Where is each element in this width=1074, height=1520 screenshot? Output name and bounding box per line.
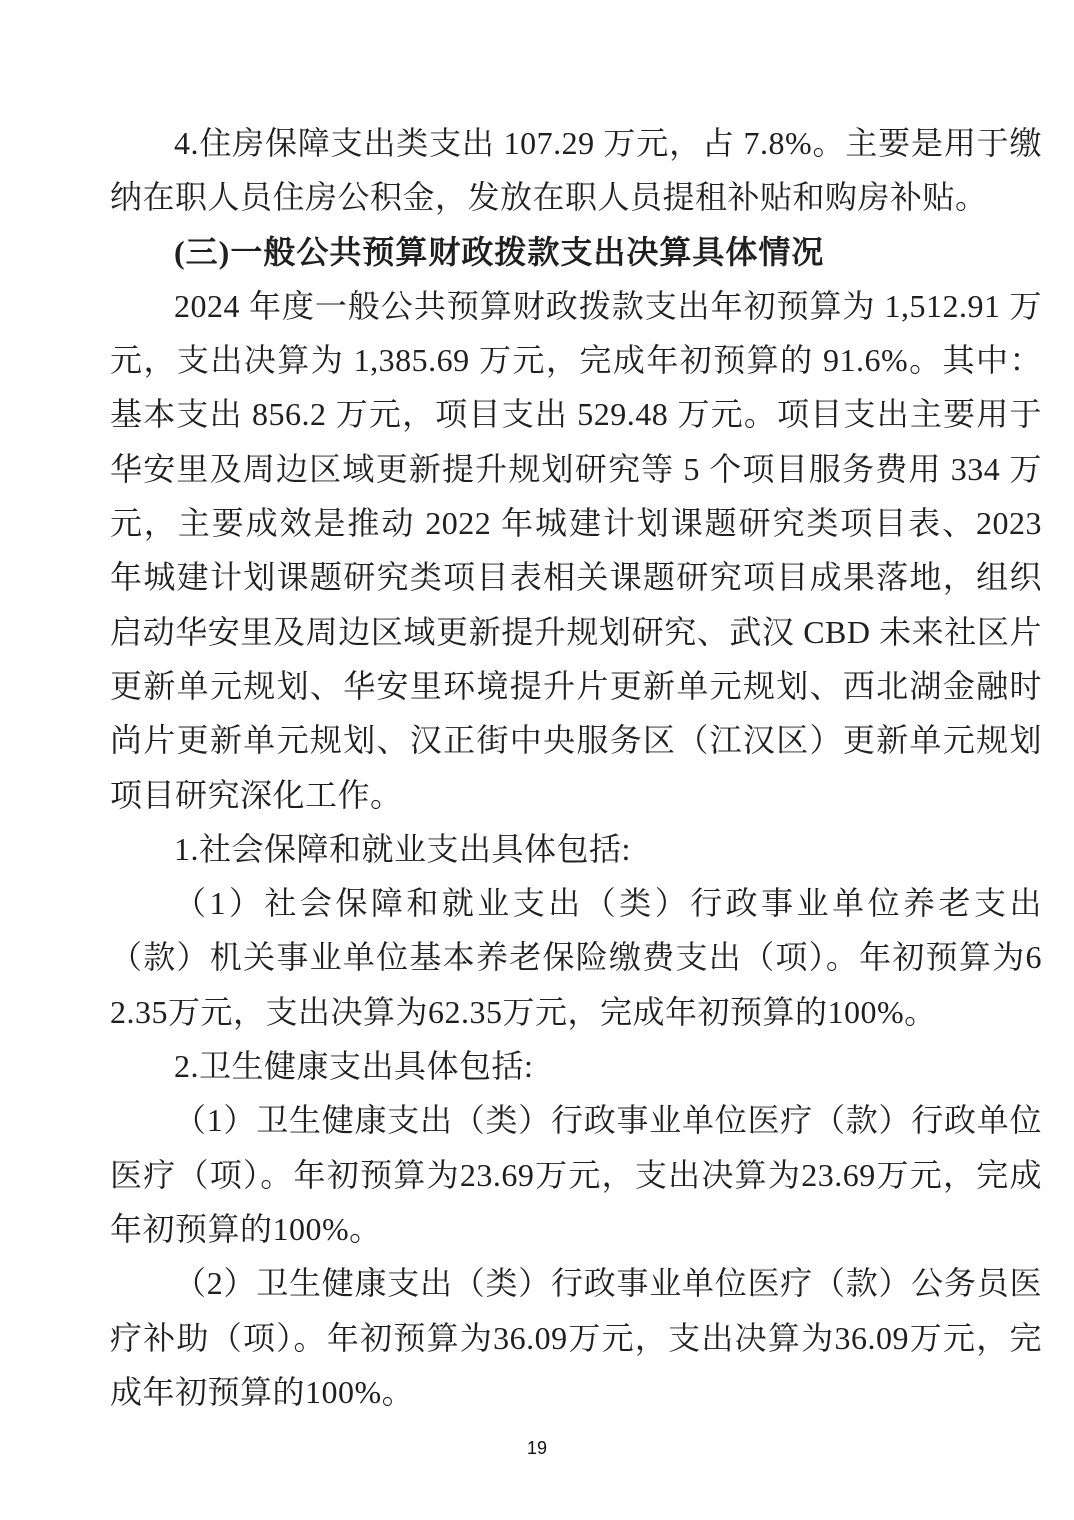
paragraph-health-intro: 2.卫生健康支出具体包括:	[174, 1048, 534, 1085]
paragraph-health-item-2: （2）卫生健康支出（类）行政事业单位医疗（款）公务员医疗补助（项）。年初预算为36.09万元，支出决算为36.09万元，完成年初预算的100%。	[110, 1265, 1042, 1410]
paragraph-social-security-intro: 1.社会保障和就业支出具体包括:	[174, 830, 631, 867]
paragraph-social-security-item-1: （1）社会保障和就业支出（类）行政事业单位养老支出（款）机关事业单位基本养老保险缴费支出（项）。年初预算为62.35万元，支出决算为62.35万元，完成年初预算的100%。	[110, 885, 1042, 1030]
document-body	[110, 116, 1042, 1419]
section-heading-fiscal-appropriation-details: (三)一般公共预算财政拨款支出决算具体情况	[174, 233, 825, 270]
page-number: 19	[526, 1438, 548, 1458]
paragraph-housing-expenditure: 4.住房保障支出类支出 107.29 万元，占 7.8%。主要是用于缴纳在职人员住房公积金，发放在职人员提租补贴和购房补贴。	[110, 125, 1042, 216]
paragraph-2024-budget-overview: 2024 年度一般公共预算财政拨款支出年初预算为 1,512.91 万元，支出决算为 1,385.69 万元，完成年初预算的 91.6%。其中：基本支出 856.2 万元，项目支出 529.48 万元。项目支出主要用于华安里及周边区域更新提升规划研究等 5 个项目服务费用 334 万元，主要成效是推动 2022 年城建计划课题研究类项目表、2023 年城建计划课题研究类项目表相关课题研究项目成果落地，组织启动华安里及周边区域更新提升规划研究、武汉 CBD 未来社区片更新单元规划、华安里环境提升片更新单元规划、西北湖金融时尚片更新单元规划、汉正街中央服务区（江汉区）更新单元规划项目研究深化工作。	[110, 287, 1042, 813]
paragraph-health-item-1: （1）卫生健康支出（类）行政事业单位医疗（款）行政单位医疗（项）。年初预算为23.69万元，支出决算为23.69万元，完成年初预算的100%。	[110, 1102, 1042, 1247]
page-footer	[0, 1438, 1074, 1459]
